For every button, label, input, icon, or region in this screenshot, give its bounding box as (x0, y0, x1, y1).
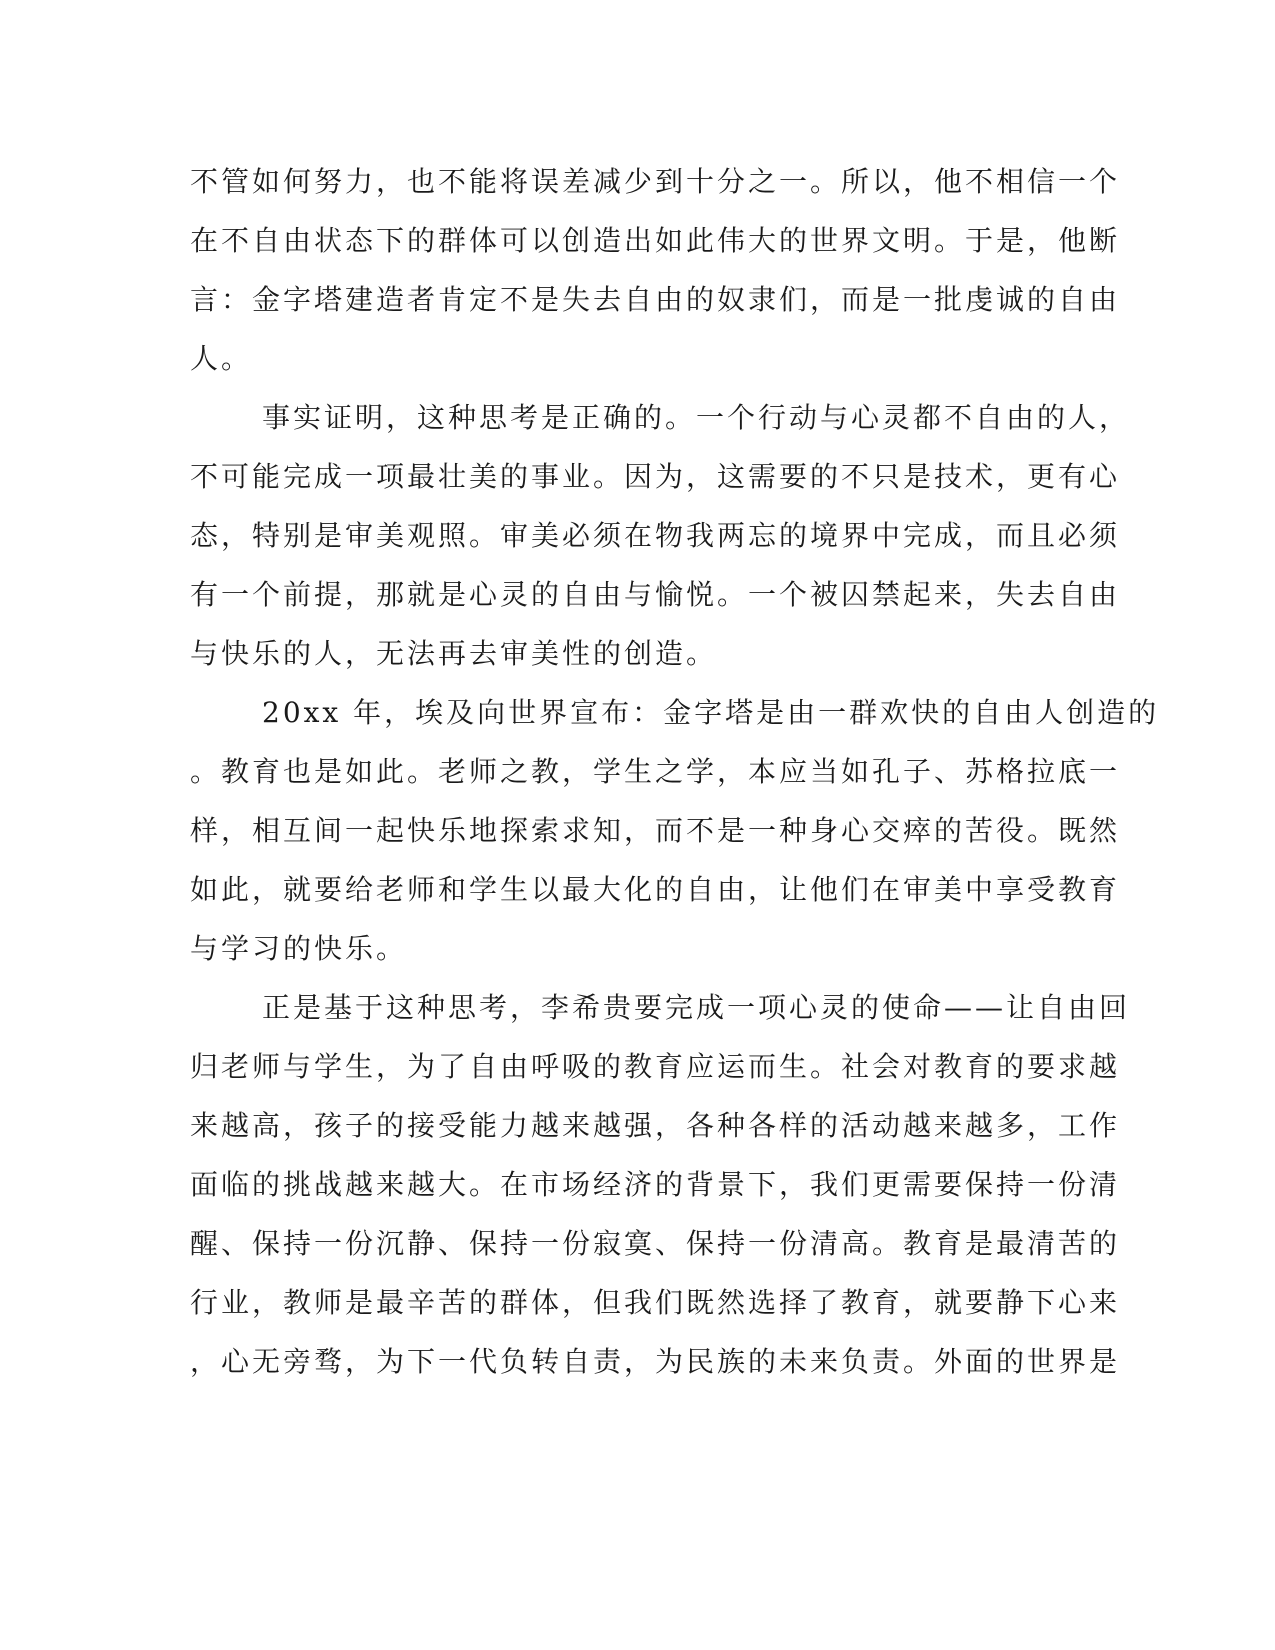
text-line: 归老师与学生，为了自由呼吸的教育应运而生。社会对教育的要求越 (190, 1050, 1121, 1083)
text-line: 在不自由状态下的群体可以创造出如此伟大的世界文明。于是，他断 (190, 224, 1121, 257)
text-line: 行业，教师是最辛苦的群体，但我们既然选择了教育，就要静下心来 (190, 1286, 1121, 1319)
text-line: 。教育也是如此。老师之教，学生之学，本应当如孔子、苏格拉底一 (190, 755, 1121, 788)
text-line: 态，特别是审美观照。审美必须在物我两忘的境界中完成，而且必须 (190, 519, 1121, 552)
paragraph-first-line: 正是基于这种思考，李希贵要完成一项心灵的使命——让自由回 (262, 991, 1131, 1024)
text-line: 言：金字塔建造者肯定不是失去自由的奴隶们，而是一批虔诚的自由 (190, 283, 1121, 316)
text-line: 面临的挑战越来越大。在市场经济的背景下，我们更需要保持一份清 (190, 1168, 1121, 1201)
text-line: 来越高，孩子的接受能力越来越强，各种各样的活动越来越多，工作 (190, 1109, 1121, 1142)
text-line: 与学习的快乐。 (190, 932, 408, 965)
text-line: 有一个前提，那就是心灵的自由与愉悦。一个被囚禁起来，失去自由 (190, 578, 1121, 611)
text-line: ，心无旁骛，为下一代负转自责，为民族的未来负责。外面的世界是 (190, 1345, 1121, 1378)
text-line: 与快乐的人，无法再去审美性的创造。 (190, 637, 718, 670)
text-line: 如此，就要给老师和学生以最大化的自由，让他们在审美中享受教育 (190, 873, 1121, 906)
text-line: 不可能完成一项最壮美的事业。因为，这需要的不只是技术，更有心 (190, 460, 1121, 493)
text-line: 样，相互间一起快乐地探索求知，而不是一种身心交瘁的苦役。既然 (190, 814, 1121, 847)
paragraph-first-line: 事实证明，这种思考是正确的。一个行动与心灵都不自由的人， (262, 401, 1131, 434)
paragraph-first-line: 20xx 年，埃及向世界宣布：金字塔是由一群欢快的自由人创造的 (262, 696, 1160, 729)
text-line: 不管如何努力，也不能将误差减少到十分之一。所以，他不相信一个 (190, 165, 1121, 198)
text-line: 人。 (190, 342, 253, 375)
text-line: 醒、保持一份沉静、保持一份寂寞、保持一份清高。教育是最清苦的 (190, 1227, 1121, 1260)
